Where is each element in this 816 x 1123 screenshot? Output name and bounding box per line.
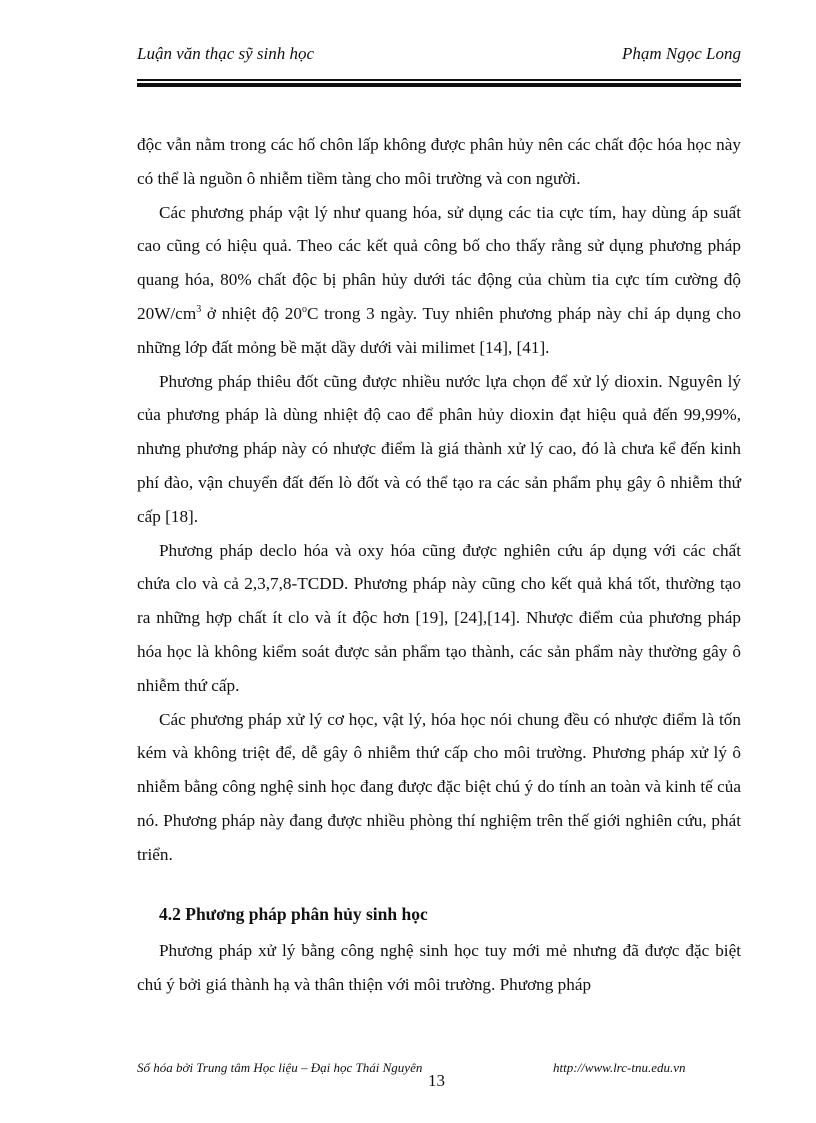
footer-digitized-by: Số hóa bởi Trung tâm Học liệu – Đại học Thái Nguyên (137, 1060, 423, 1075)
physical-text-3: C trong 3 ngày. Tuy nhiên phương pháp này chỉ áp dụng cho những lớp đất mỏng bề mặt dầy dưới vài milimet [14], [41]. (137, 303, 741, 357)
paragraph-physical-methods (137, 196, 741, 365)
header-thesis-title: Luận văn thạc sỹ sinh học (137, 44, 315, 63)
page-number: 13 (428, 1071, 445, 1090)
section-body (137, 934, 741, 1002)
physical-text-2: ở nhiệt độ 20 (201, 303, 302, 323)
page-header (137, 44, 741, 74)
header-rule-thin (137, 79, 741, 81)
physical-text-1: Các phương pháp vật lý như quang hóa, sử dụng các tia cực tím, hay dùng áp suất cao cũng có hiệu quả. Theo các kết quả công bố cho thấy rằng sử dụng phương pháp quang hóa, 80% chất độc bị phân hủy dưới tác động của chùm tia cực tím cường độ 20W/cm (137, 202, 741, 323)
superscript-cubed: 3 (196, 303, 202, 315)
footer-url: http://www.lrc-tnu.edu.vn (553, 1060, 686, 1075)
header-rule-thick (137, 83, 741, 87)
paragraph-incineration: Phương pháp thiêu đốt cũng được nhiều nước lựa chọn để xử lý dioxin. Nguyên lý của phương pháp là dùng nhiệt độ cao để phân hủy dioxin đạt hiệu quả đến 99,99%, nhưng phương pháp này có nhược điểm là giá thành xử lý cao, đó là chưa kể đến kinh phí đào, vận chuyển đất đến lò đốt và có thể tạo ra các sản phẩm phụ gây ô nhiễm thứ cấp [18]. (137, 371, 741, 526)
paragraph-biological: Phương pháp xử lý bằng công nghệ sinh học tuy mới mẻ nhưng đã được đặc biệt chú ý bởi giá thành hạ và thân thiện với môi trường. Phương pháp (137, 941, 741, 994)
paragraph-continuation: độc vẫn nằm trong các hố chôn lấp không được phân hủy nên các chất độc hóa học này có thể là nguồn ô nhiễm tiềm tàng cho môi trường và con người. (137, 135, 741, 188)
section-heading: 4.2 Phương pháp phân hủy sinh học (159, 904, 428, 924)
superscript-degree: o (301, 303, 307, 315)
header-author: Phạm Ngọc Long (622, 44, 741, 63)
body-text (137, 128, 741, 872)
paragraph-dechlorination: Phương pháp declo hóa và oxy hóa cũng được nghiên cứu áp dụng với các chất chứa clo và cả 2,3,7,8-TCDD. Phương pháp này cũng cho kết quả khá tốt, thường tạo ra những hợp chất ít clo và ít độc hơn [19], [24],[14]. Nhược điểm của phương pháp hóa học là không kiểm soát được sản phẩm tạo thành, các sản phẩm này thường gây ô nhiễm thứ cấp. (137, 540, 741, 695)
paragraph-summary: Các phương pháp xử lý cơ học, vật lý, hóa học nói chung đều có nhược điểm là tốn kém và không triệt để, dễ gây ô nhiễm thứ cấp cho môi trường. Phương pháp xử lý ô nhiễm bằng công nghệ sinh học đang được đặc biệt chú ý do tính an toàn và kinh tế của nó. Phương pháp này đang được nhiều phòng thí nghiệm trên thế giới nghiên cứu, phát triển. (137, 709, 741, 864)
